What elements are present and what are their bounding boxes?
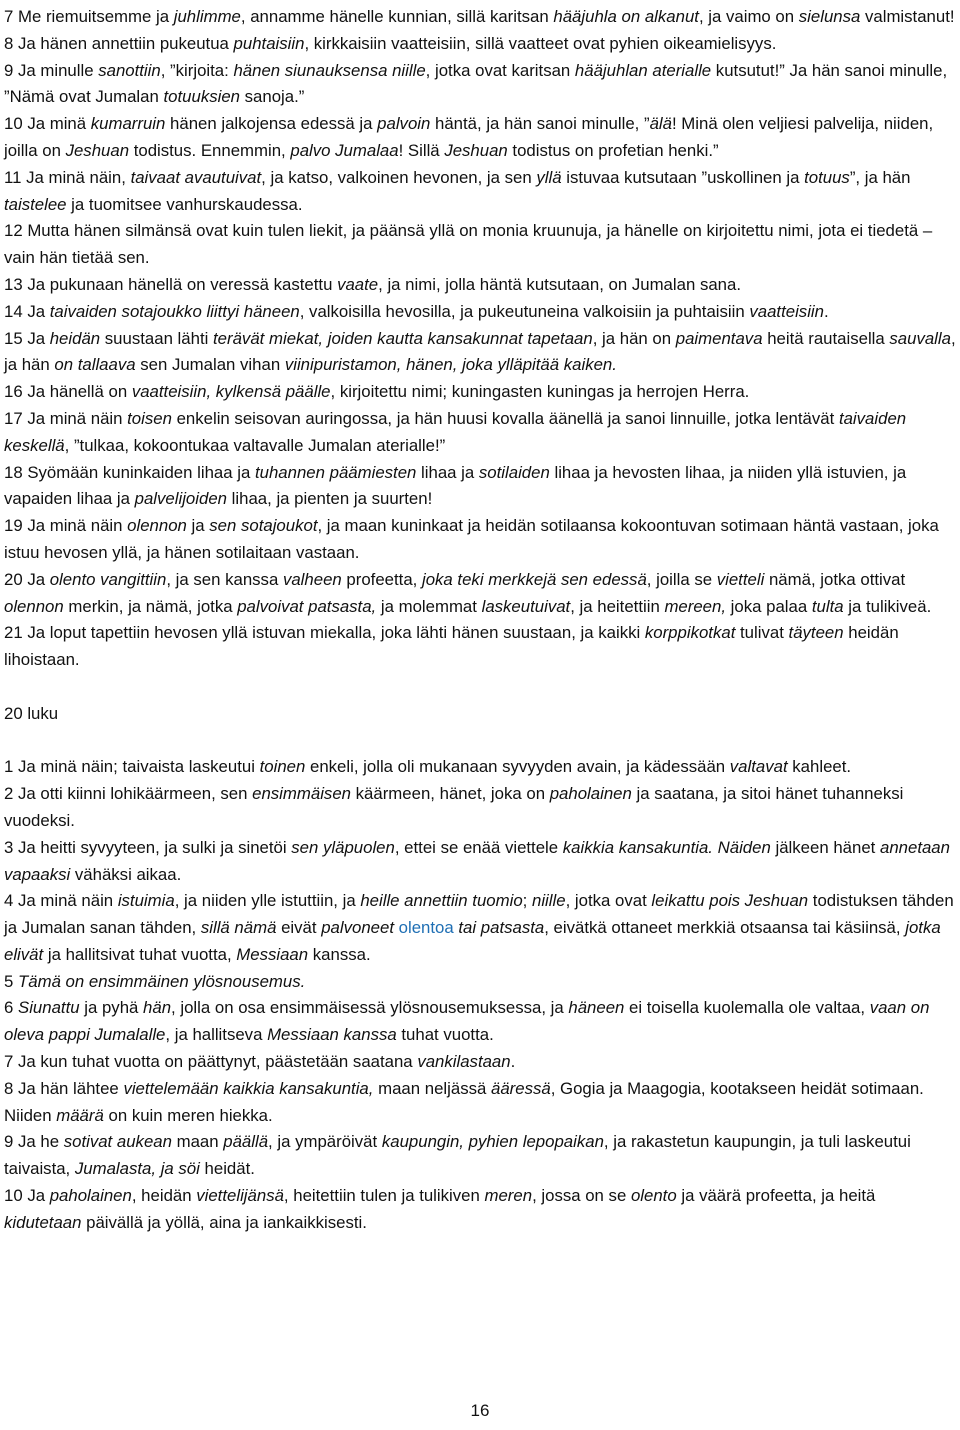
verse-segment: taivaiden sotajoukko liittyi häneen xyxy=(49,301,300,321)
page-number: 16 xyxy=(470,1401,490,1420)
verse-segment: yllä xyxy=(536,167,562,187)
verse xyxy=(4,1129,956,1183)
verse-segment: heidät. xyxy=(199,1159,255,1179)
verse-segment: olennon xyxy=(127,516,187,536)
verse-segment: valheen xyxy=(282,569,342,589)
verse-segment: palvoivat patsasta, xyxy=(237,596,377,616)
verse-segment: kutsutut!” Ja hän sanoi minulle, ”Nämä ovat Jumalan xyxy=(4,60,948,107)
verse-segment: 21 Ja loput tapettiin hevosen yllä istuvan miekalla, joka lähti hänen suustaan, ja kaikki xyxy=(4,623,645,643)
verse-segment: maan neljässä xyxy=(373,1078,491,1098)
verse-segment: , eivätkä ottaneet merkkiä otsaansa tai käsiinsä, xyxy=(544,918,906,938)
verse-segment: , ja katso, valkoinen hevonen, ja sen xyxy=(261,167,537,187)
verse-segment: ja saatana, ja sitoi hänet tuhanneksi vuodeksi. xyxy=(4,784,904,830)
verse-segment: vietteli xyxy=(716,569,765,589)
verse-segment: 7 Ja kun tuhat vuotta on päättynyt, päästetään saatana xyxy=(4,1052,418,1072)
verse-segment: totuuksien xyxy=(163,87,240,107)
verse-segment: täyteen xyxy=(788,623,844,643)
verse-segment: viinipuristamon, hänen, joka ylläpitää kaiken. xyxy=(284,355,617,375)
verse-segment: sen yläpuolen xyxy=(291,837,395,857)
verse-segment: vankilastaan xyxy=(417,1052,511,1072)
verse xyxy=(4,1076,956,1130)
verse-segment: , ja rakastetun kaupungin, ja tuli laskeutui taivaista, xyxy=(4,1132,911,1179)
verse-segment: ääressä xyxy=(490,1078,551,1098)
verse-segment: enkeli, jolla oli mukanaan syvyyden avain, ja kädessään xyxy=(305,757,730,777)
verse xyxy=(4,781,956,835)
verse-segment: laskeutuivat xyxy=(481,596,571,616)
verse-segment: olento xyxy=(630,1186,677,1206)
verse-segment: 7 Me riemuitsemme ja xyxy=(4,7,174,26)
verse-segment: tulta xyxy=(811,596,844,616)
verse-segment: , annamme hänelle kunnian, sillä karitsan xyxy=(240,7,554,26)
verse-segment: olentoa xyxy=(398,918,454,938)
verse-segment: . xyxy=(823,301,829,321)
verse xyxy=(4,754,956,781)
verse-segment: merkin, ja nämä, jotka xyxy=(63,596,238,616)
verse xyxy=(4,620,956,674)
verse xyxy=(4,326,956,380)
verse-segment: 20 Ja xyxy=(4,569,50,589)
verse-segment: 8 Ja hän lähtee xyxy=(4,1078,124,1098)
verse-segment: häneen xyxy=(568,998,625,1018)
verse-segment: 5 xyxy=(4,971,18,991)
verse-segment: istuvaa kutsutaan ”uskollinen ja xyxy=(561,167,805,187)
verse xyxy=(4,513,956,567)
verse-segment: 13 Ja pukunaan hänellä on veressä kastettu xyxy=(4,274,338,294)
verse-segment: , ja niiden ylle istuttiin, ja xyxy=(174,891,361,911)
verse-segment: on tallaava xyxy=(54,355,136,375)
verse xyxy=(4,567,956,621)
verse-segment: heitä rautaisella xyxy=(762,328,890,348)
verse-segment: , ja vaimo on xyxy=(698,7,799,26)
verse-segment: kaikkia kansakuntia. Näiden xyxy=(562,837,771,857)
verse xyxy=(4,111,956,165)
paragraph-gap xyxy=(4,674,956,701)
verse-segment: Tämä on ensimmäinen ylösnousemus. xyxy=(18,971,306,991)
verse-segment: hääjuhla on alkanut xyxy=(553,7,699,26)
verse-segment: heille annettiin tuomio xyxy=(360,891,523,911)
verse-segment: , ja maan kuninkaat ja heidän sotilaansa kokoontuvan sotimaan häntä vastaan, joka istuu hevosen yllä, ja hänen sotilaitaan vastaan. xyxy=(4,516,939,562)
verse-segment: vähäksi aikaa. xyxy=(70,864,182,884)
verse-segment: eivät xyxy=(276,918,322,938)
verse-segment: paholainen xyxy=(49,1186,132,1206)
chapter-19-text xyxy=(4,4,956,674)
verse-segment: kanssa. xyxy=(308,944,371,964)
verse xyxy=(4,406,956,460)
verse-segment: 6 xyxy=(4,998,18,1018)
verse-segment: sen sotajoukot xyxy=(209,516,318,536)
verse-segment: käärmeen, hänet, joka on xyxy=(351,784,550,804)
verse-segment: tai patsasta xyxy=(458,918,545,938)
verse-segment: , ja hän on xyxy=(592,328,676,348)
verse-segment: 18 Syömään kuninkaiden lihaa ja xyxy=(4,462,255,482)
verse xyxy=(4,969,956,996)
verse-segment: Jumalasta, ja söi xyxy=(74,1159,200,1179)
verse xyxy=(4,165,956,219)
verse-segment: 10 Ja minä xyxy=(4,114,91,134)
verse-segment: 11 Ja minä näin, xyxy=(4,167,131,187)
verse-segment: ja tulikiveä. xyxy=(843,596,932,616)
verse-segment: heidän xyxy=(49,328,101,348)
verse-segment: , kirjoitettu nimi; kuningasten kuningas ja herrojen Herra. xyxy=(330,382,750,402)
verse-segment: suustaan lähti xyxy=(100,328,214,348)
verse-segment: , ja hän xyxy=(4,328,956,375)
verse-segment: taivaiden keskellä xyxy=(4,408,907,455)
verse-segment: päivällä ja yöllä, aina ja iankaikkisesti. xyxy=(81,1212,367,1232)
verse-segment: , heitettiin tulen ja tulikiven xyxy=(283,1186,485,1206)
verse-segment: palvoin xyxy=(377,114,431,134)
verse-segment: 1 Ja minä näin; taivaista laskeutui xyxy=(4,757,260,777)
verse xyxy=(4,299,956,326)
verse-segment: , jotka ovat xyxy=(565,891,652,911)
verse-segment: sillä nämä xyxy=(200,918,277,938)
verse-segment: , jolla on osa ensimmäisessä ylösnousemuksessa, ja xyxy=(171,998,569,1018)
verse-segment: vaatteisiin xyxy=(749,301,824,321)
verse-segment: viettelijänsä xyxy=(196,1186,284,1206)
chapter-20-text xyxy=(4,754,956,1236)
verse-segment: tuhannen päämiesten xyxy=(254,462,417,482)
verse-segment: , jotka ovat karitsan xyxy=(425,60,575,80)
verse-segment: ! Minä olen veljiesi palvelija, niiden, joilla on xyxy=(4,114,934,160)
verse-segment: olennon xyxy=(4,596,64,616)
verse xyxy=(4,31,956,58)
verse-segment: totuus xyxy=(804,167,850,187)
verse-segment: ja hallitsivat tuhat vuotta, xyxy=(43,944,237,964)
verse-segment: 12 Mutta hänen silmänsä ovat kuin tulen liekit, ja päänsä yllä on monia kruunuja, ja hänelle on kirjoitettu nimi, jota ei tiedetä – vain hän tietää sen. xyxy=(4,221,933,268)
verse-segment: sotivat aukean xyxy=(63,1132,172,1152)
verse-segment: , heidän xyxy=(131,1186,197,1206)
verse-segment: häntä, ja hän sanoi minulle, ” xyxy=(430,114,650,134)
verse-segment: annetaan vapaaksi xyxy=(4,837,950,884)
verse-segment: 15 Ja xyxy=(4,328,50,348)
verse-segment: palvo Jumalaa xyxy=(290,140,399,160)
verse-segment: , ja heitettiin xyxy=(570,596,665,616)
verse xyxy=(4,835,956,889)
verse-segment: ja xyxy=(186,516,210,536)
verse-segment: sanottiin xyxy=(98,60,161,80)
verse-segment: Jeshuan xyxy=(65,140,130,160)
verse-segment: joka palaa xyxy=(726,596,812,616)
verse-segment: , valkoisilla hevosilla, ja pukeutuneina valkoisiin ja puhtaisiin xyxy=(299,301,750,321)
verse-segment: olento vangittiin xyxy=(49,569,167,589)
verse-segment: palvoneet xyxy=(321,918,394,938)
verse-segment: , ”kirjoita: xyxy=(160,60,234,80)
verse-segment: ”, ja hän xyxy=(849,167,911,187)
verse xyxy=(4,460,956,514)
verse-segment: , Gogia ja Maagogia, kootakseen heidät sotimaan. Niiden xyxy=(4,1078,924,1125)
verse-segment: lihaa, ja pienten ja suurten! xyxy=(227,489,433,509)
verse-segment: 9 Ja minulle xyxy=(4,60,99,80)
verse-segment: sanoja.” xyxy=(240,87,305,107)
verse-segment: 8 Ja hänen annettiin pukeutua xyxy=(4,33,234,53)
verse-segment: todistuksen tähden ja Jumalan sanan tähden, xyxy=(4,891,954,938)
verse-segment: meren xyxy=(484,1186,533,1206)
verse-segment: , ja sen kanssa xyxy=(166,569,283,589)
verse-segment: 16 Ja hänellä on xyxy=(4,382,132,402)
verse-segment: hääjuhlan aterialle xyxy=(574,60,712,80)
verse-segment: Jeshuan xyxy=(444,140,508,160)
verse-segment: toinen xyxy=(259,757,306,777)
verse-segment: 2 Ja otti kiinni lohikäärmeen, sen xyxy=(4,784,253,804)
verse-segment: 17 Ja minä näin xyxy=(4,408,128,428)
verse-segment: toisen xyxy=(127,408,172,428)
verse-segment: sauvalla xyxy=(889,328,951,348)
verse-segment: jotka elivät xyxy=(4,918,941,964)
verse xyxy=(4,4,956,31)
verse xyxy=(4,995,956,1049)
verse-segment: ensimmäisen xyxy=(252,784,351,804)
verse-segment: 4 Ja minä näin xyxy=(4,891,118,911)
verse-segment: kidutetaan xyxy=(4,1212,82,1232)
verse-segment: ja väärä profeetta, ja heitä xyxy=(676,1186,876,1206)
verse-segment: , jossa on se xyxy=(532,1186,631,1206)
verse-segment: , ”tulkaa, kokoontukaa valtavalle Jumalan aterialle!” xyxy=(64,435,446,455)
verse-segment: sen Jumalan vihan xyxy=(135,355,285,375)
verse-segment: hän xyxy=(143,998,172,1018)
verse-segment: , ettei se enää viettele xyxy=(394,837,563,857)
verse-segment: ja tuomitsee vanhurskaudessa. xyxy=(66,194,303,214)
verse-segment: , joilla se xyxy=(646,569,717,589)
verse-segment: juhlimme xyxy=(173,7,241,26)
verse-segment: ja pyhä xyxy=(79,998,144,1018)
verse-segment: Siunattu xyxy=(18,998,80,1018)
verse-segment: hänen jalkojensa edessä ja xyxy=(165,114,378,134)
verse-segment: 3 Ja heitti syvyyteen, ja sulki ja sinetöi xyxy=(4,837,292,857)
verse-segment: 14 Ja xyxy=(4,301,50,321)
verse-segment: viettelemään kaikkia kansakuntia, xyxy=(123,1078,374,1098)
verse-segment: älä xyxy=(649,114,672,134)
verse-segment: maan xyxy=(171,1132,224,1152)
verse-segment: kahleet. xyxy=(787,757,852,777)
verse-segment: , ja ympäröivät xyxy=(268,1132,382,1152)
verse xyxy=(4,218,956,272)
verse-segment: ja molemmat xyxy=(376,596,482,616)
verse-segment: tulivat xyxy=(735,623,789,643)
verse-segment: lihaa ja xyxy=(416,462,479,482)
verse-segment: 10 Ja xyxy=(4,1186,50,1206)
verse-segment: nämä, jotka ottivat xyxy=(764,569,906,589)
verse-segment: , kirkkaisiin vaatteisiin, sillä vaatteet ovat pyhien oikeamielisyys. xyxy=(304,33,777,53)
verse-segment: hänen siunauksensa niille xyxy=(233,60,426,80)
verse xyxy=(4,888,956,968)
verse-segment: jälkeen hänet xyxy=(770,837,880,857)
verse-segment: 9 Ja he xyxy=(4,1132,64,1152)
verse-segment: taistelee xyxy=(4,194,67,214)
verse-segment: sielunsa xyxy=(798,7,861,26)
verse-segment: enkelin seisovan auringossa, ja hän huusi kovalla äänellä ja sanoi linnuille, jotka lentävät xyxy=(171,408,839,428)
verse xyxy=(4,272,956,299)
verse-segment: Messiaan xyxy=(236,944,309,964)
verse-segment: kaupungin, pyhien lepopaikan xyxy=(381,1132,604,1152)
verse-segment: paimentava xyxy=(675,328,763,348)
verse-segment: mereen, xyxy=(664,596,726,616)
verse-segment: kumarruin xyxy=(90,114,166,134)
verse xyxy=(4,1183,956,1237)
verse xyxy=(4,1049,956,1076)
verse-segment: Messiaan kanssa xyxy=(267,1025,397,1045)
verse-segment: paholainen xyxy=(549,784,632,804)
verse-segment: joka teki merkkejä sen edessä xyxy=(421,569,647,589)
paragraph-gap xyxy=(4,728,956,755)
verse-segment: määrä xyxy=(56,1105,104,1125)
verse-segment: valtavat xyxy=(729,757,788,777)
verse-segment: profeetta, xyxy=(341,569,422,589)
verse-segment: heidän lihoistaan. xyxy=(4,623,899,670)
verse-segment: palvelijoiden xyxy=(134,489,227,509)
verse-segment: valmistanut! xyxy=(860,7,955,26)
verse-segment: , ja hallitseva xyxy=(165,1025,268,1045)
verse-segment: lihaa ja hevosten lihaa, ja niiden yllä istuvien, ja vapaiden lihaa ja xyxy=(4,462,907,509)
verse xyxy=(4,379,956,406)
verse-segment: todistus. Ennemmin, xyxy=(129,140,291,160)
verse-segment: puhtaisiin xyxy=(233,33,305,53)
verse xyxy=(4,58,956,112)
chapter-heading: 20 luku xyxy=(4,703,59,723)
verse-segment: . xyxy=(510,1052,516,1072)
verse-segment: ; xyxy=(522,891,532,911)
verse-segment: tuhat vuotta. xyxy=(396,1025,494,1045)
verse-segment: ! Sillä xyxy=(398,140,445,160)
verse-segment: vaatteisiin, kylkensä päälle xyxy=(131,382,331,402)
verse-segment: todistus on profetian henki.” xyxy=(507,140,719,160)
verse-segment: ei toisella kuolemalla ole valtaa, xyxy=(624,998,870,1018)
verse-segment: sotilaiden xyxy=(478,462,550,482)
verse-segment: istuimia xyxy=(117,891,175,911)
verse-segment: , ja nimi, jolla häntä kutsutaan, on Jumalan sana. xyxy=(378,274,742,294)
verse-segment: niille xyxy=(531,891,566,911)
verse-segment: leikattu pois Jeshuan xyxy=(651,891,809,911)
verse-segment: terävät miekat, joiden kautta kansakunnat tapetaan xyxy=(213,328,593,348)
verse-segment: vaate xyxy=(337,274,379,294)
verse-segment: taivaat avautuivat xyxy=(130,167,262,187)
verse-segment: päällä xyxy=(223,1132,269,1152)
verse-segment: vaan on oleva pappi Jumalalle xyxy=(4,998,930,1045)
verse-segment: 19 Ja minä näin xyxy=(4,516,128,536)
verse-segment: korppikotkat xyxy=(644,623,736,643)
verse-segment: on kuin meren hiekka. xyxy=(103,1105,273,1125)
